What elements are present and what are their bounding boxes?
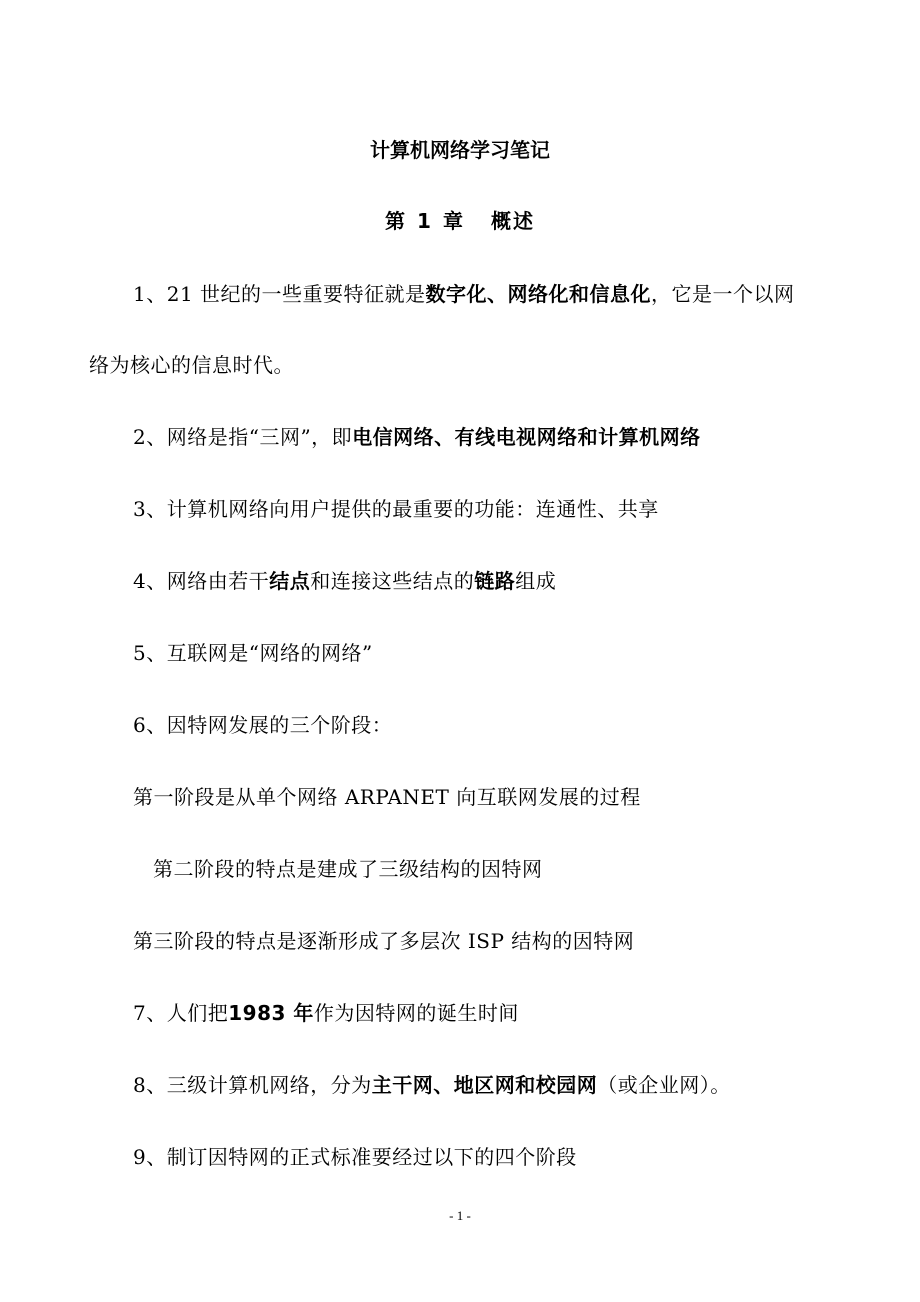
item-7-bold: 1983 年 [228, 1001, 314, 1025]
chapter-suffix: 章 [442, 209, 465, 233]
chapter-name: 概述 [490, 209, 535, 233]
document-title: 计算机网络学习笔记 [370, 138, 550, 162]
stage-2: 第二阶段的特点是建成了三级结构的因特网 [153, 857, 543, 881]
item-4-bold-link: 链路 [474, 569, 516, 593]
stage-1: 第一阶段是从单个网络 ARPANET 向互联网发展的过程 [133, 785, 641, 809]
item-5: 5、互联网是“网络的网络” [133, 641, 373, 665]
item-8-text-a: 8、三级计算机网络，分为 [133, 1073, 372, 1097]
item-8-bold: 主干网、地区网和校园网 [371, 1073, 598, 1097]
item-4-text-a: 4、网络由若干 [133, 569, 270, 593]
item-7 [133, 999, 519, 1027]
item-3: 3、计算机网络向用户提供的最重要的功能：连通性、共享 [133, 497, 659, 521]
item-1-text-c: ，它是一个以网 [651, 282, 795, 306]
chapter-prefix: 第 [385, 209, 408, 233]
item-1 [133, 280, 795, 308]
item-1-continuation: 络为核心的信息时代。 [89, 353, 294, 377]
item-4-bold-node: 结点 [269, 569, 311, 593]
item-9: 9、制订因特网的正式标准要经过以下的四个阶段 [133, 1145, 577, 1169]
item-8-text-c: （或企业网）。 [597, 1073, 731, 1097]
item-2 [133, 423, 701, 451]
item-2-text-a: 2、网络是指“三网”，即 [133, 425, 353, 449]
item-7-text-a: 7、人们把 [133, 1001, 229, 1025]
chapter-number: 1 [417, 209, 433, 233]
item-2-bold: 电信网络、有线电视网络和计算机网络 [352, 425, 701, 449]
item-8 [133, 1071, 731, 1099]
item-6: 6、因特网发展的三个阶段： [133, 713, 393, 737]
item-1-bold: 数字化、网络化和信息化 [425, 282, 652, 306]
item-7-text-c: 作为因特网的诞生时间 [313, 1001, 519, 1025]
stage-3: 第三阶段的特点是逐渐形成了多层次 ISP 结构的因特网 [133, 929, 635, 953]
item-1-text-a: 1、21 世纪的一些重要特征就是 [133, 282, 426, 306]
chapter-heading [0, 207, 920, 235]
item-4 [133, 567, 556, 595]
item-4-text-e: 组成 [515, 569, 557, 593]
item-4-text-c: 和连接这些结点的 [310, 569, 475, 593]
page-number: - 1 - [449, 1208, 471, 1223]
